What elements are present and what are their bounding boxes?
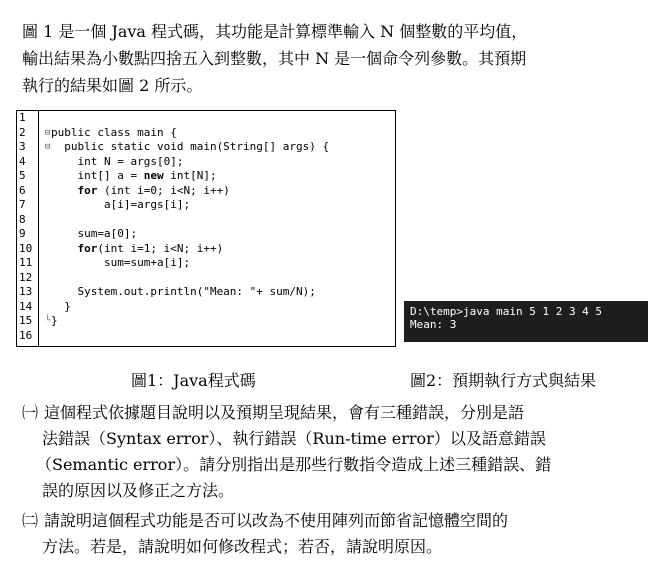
code-text: public class main {: [51, 125, 177, 139]
code-line: [17, 228, 395, 241]
question-1-line: 這個程式依據題目說明以及預期呈現結果，會有三種錯誤，分別是語: [44, 403, 525, 422]
code-line: [17, 243, 395, 256]
code-text: for(int i=1; i<N; i++): [77, 241, 224, 255]
code-text: int[] a = new int[N];: [51, 169, 217, 183]
question-2-line: 方法。若是，請說明如何修改程式；若否，請說明原因。: [42, 537, 443, 556]
line-number: 5: [19, 169, 26, 183]
figure-1-caption: 圖1：Java程式碼: [131, 371, 256, 390]
question-1-line: 法錯誤（Syntax error）、執行錯誤（Run-time error）以及語意錯誤: [42, 429, 546, 448]
question-1-line: （Semantic error）。請分別指出是那些行數指令造成上述三種錯誤、錯: [36, 455, 552, 474]
question-2: [22, 508, 662, 560]
line-number: 8: [19, 212, 26, 226]
console-command-line: D:\temp>java main 5 1 2 3 4 5: [410, 305, 603, 318]
code-line: [17, 141, 395, 154]
question-1: [22, 400, 662, 504]
code-line: [17, 214, 395, 227]
code-line: [17, 199, 395, 212]
line-number: 6: [19, 183, 26, 197]
line-number: 7: [19, 198, 26, 212]
line-number: 10: [19, 241, 33, 255]
code-text: sum=a[0];: [51, 227, 138, 241]
console-result-line: Mean: 3: [410, 318, 457, 331]
line-number: 2: [19, 125, 26, 139]
code-text: for (int i=0; i<N; i++): [77, 183, 230, 197]
line-number: 15: [19, 314, 33, 328]
code-line: [17, 257, 395, 270]
fold-toggle-icon[interactable]: ⊟: [45, 142, 51, 152]
code-line: [17, 170, 395, 183]
code-text: a[i]=args[i];: [51, 198, 191, 212]
line-number: 11: [19, 256, 33, 270]
code-line: [17, 286, 395, 299]
figure-2-caption: 圖2：預期執行方式與結果: [410, 371, 597, 390]
code-listing-figure: [16, 110, 396, 347]
question-2-line: 請說明這個程式功能是否可以改為不使用陣列而節省記憶體空間的: [44, 511, 509, 530]
console-output-figure: [404, 301, 648, 342]
line-number: 3: [19, 140, 26, 153]
intro-line: 輸出結果為小數點四捨五入到整數，其中 N 是一個命令列參數。其預期: [22, 49, 527, 68]
code-line: [17, 301, 395, 314]
code-line: [17, 112, 395, 125]
fold-toggle-icon[interactable]: ⊟: [45, 127, 51, 138]
line-number: 4: [19, 154, 26, 168]
code-line: [17, 156, 395, 169]
fold-end-icon: └: [45, 316, 51, 327]
code-line: [17, 127, 395, 140]
code-line: [17, 185, 395, 198]
line-number: 13: [19, 285, 33, 299]
question-1-number: ㈠: [22, 403, 39, 422]
intro-line: 執行的結果如圖 2 所示。: [22, 76, 203, 95]
line-number: 1: [19, 111, 26, 124]
question-2-number: ㈡: [22, 511, 39, 530]
code-text: public static void main(String[] args) {: [51, 140, 330, 153]
code-text: System.out.println("Mean: "+ sum/N);: [51, 285, 316, 299]
line-number: 14: [19, 299, 33, 313]
line-number: 12: [19, 270, 33, 284]
line-number: 9: [19, 227, 26, 241]
code-line: [17, 315, 395, 328]
code-line: [17, 330, 395, 343]
code-text: sum=sum+a[i];: [51, 256, 191, 270]
line-number: 16: [19, 328, 33, 342]
code-text: }: [51, 299, 71, 313]
intro-paragraph: [22, 18, 658, 99]
question-1-line: 誤的原因以及修正之方法。: [42, 481, 235, 500]
intro-line: 圖 1 是一個 Java 程式碼，其功能是計算標準輸入 N 個整數的平均值，: [22, 22, 528, 41]
code-text: int N = args[0];: [51, 154, 184, 168]
code-text: }: [51, 314, 58, 328]
code-line: [17, 272, 395, 285]
